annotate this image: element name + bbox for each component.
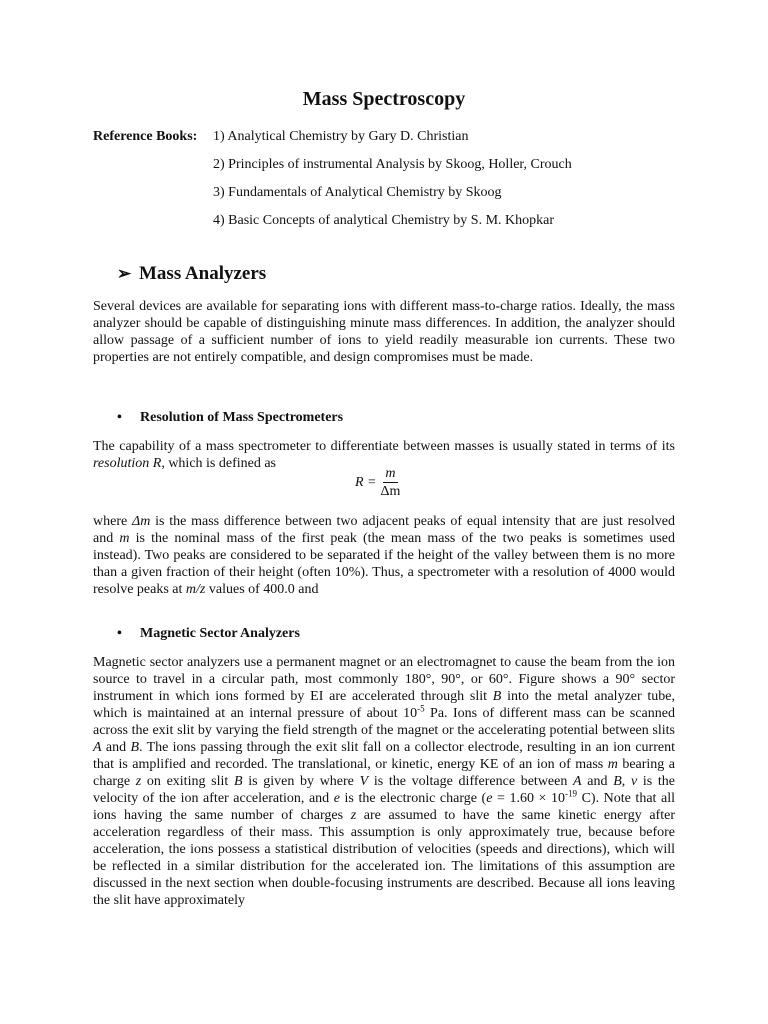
intro-paragraph: Several devices are available for separating ions with different mass-to-charge ratios. Ideally, the mass analyzer should be capable of distinguishing minute mass differences. In addition, the analyzer should allow passage of a sufficient number of ions to yield readily measurable ion currents. These two properties are not entirely compatible, and design compromises must be made. [93, 299, 675, 365]
reference-books [93, 123, 572, 235]
reference-text: 4) Basic Concepts of analytical Chemistry by S. M. Khopkar [213, 213, 554, 228]
formula-fraction [381, 466, 401, 499]
bullet-icon: • [117, 626, 122, 641]
section-heading-text: Mass Analyzers [139, 263, 267, 284]
arrow-bullet-icon: ➢ [117, 264, 132, 283]
magnetic-paragraph: Magnetic sector analyzers use a permanent magnet or an electromagnet to cause the beam from the ion source to travel in a circular path, most commonly 180°, 90°, or 60°. Figure shows a 90° sector instrument in which ions formed by EI are accelerated through slit B into the metal analyzer tube, which is maintained at an internal pressure of about $10^{-5}$ Pa. Ions of different mass can be scanned across the exit slit by varying the field strength of the magnet or the accelerating potential between slits A and B. The ions passing through the exit slit fall on a collector electrode, resulting in an ion current that is amplified and recorded. The translational, or kinetic, energy KE of an ion of mass m bearing a charge z on exiting slit B is given by where V is the voltage difference between A and B, v is the velocity of the ion after acceleration, and e is the electronic charge ($e = 1.60 \times 10^{-19}$ C). Note that all ions having the same number of charges z are assumed to have the same kinetic energy after acceleration regardless of their mass. This assumption is only approximately true, because before acceleration, the ions possess a statistical distribution of velocities (speeds and directions), which will be reflected in a similar distribution for the accelerated ion. The limitations of this assumption are discussed in the next section when double-focusing instruments are described. Because all ions leaving the slit have approximately [93, 655, 675, 908]
subheading-magnetic [117, 626, 300, 642]
resolution-paragraph-2: where Δm is the mass difference between two adjacent peaks of equal intensity that are just resolved and m is the nominal mass of the first peak (the mean mass of the two peaks is sometimes used instead). Two peaks are considered to be separated if the height of the valley between them is no more than a given fraction of their height (often 10%). Thus, a spectrometer with a resolution of 4000 would resolve peaks at m/z values of 400.0 and [93, 514, 675, 597]
page-title: Mass Spectroscopy [302, 88, 466, 110]
subheading-text: Magnetic Sector Analyzers [140, 626, 300, 641]
formula-lhs: R = [355, 474, 377, 490]
subheading-resolution [117, 410, 343, 426]
resolution-formula [355, 466, 400, 499]
reference-text: 3) Fundamentals of Analytical Chemistry by Skoog [213, 185, 502, 200]
section-heading [117, 263, 266, 285]
reference-label: Reference Books: [93, 129, 198, 144]
reference-text: 1) Analytical Chemistry by Gary D. Christian [213, 129, 469, 144]
reference-text: 2) Principles of instrumental Analysis by Skoog, Holler, Crouch [213, 157, 572, 172]
reference-item [93, 207, 572, 235]
reference-item [93, 179, 572, 207]
bullet-icon: • [117, 410, 122, 425]
reference-item [93, 151, 572, 179]
reference-item [93, 123, 572, 151]
subheading-text: Resolution of Mass Spectrometers [140, 410, 344, 425]
formula-numerator: m [385, 466, 396, 481]
resolution-paragraph-1: The capability of a mass spectrometer to differentiate between masses is usually stated in terms of its resolution R, which is defined as [93, 439, 675, 471]
formula-denominator: Δm [380, 484, 401, 499]
